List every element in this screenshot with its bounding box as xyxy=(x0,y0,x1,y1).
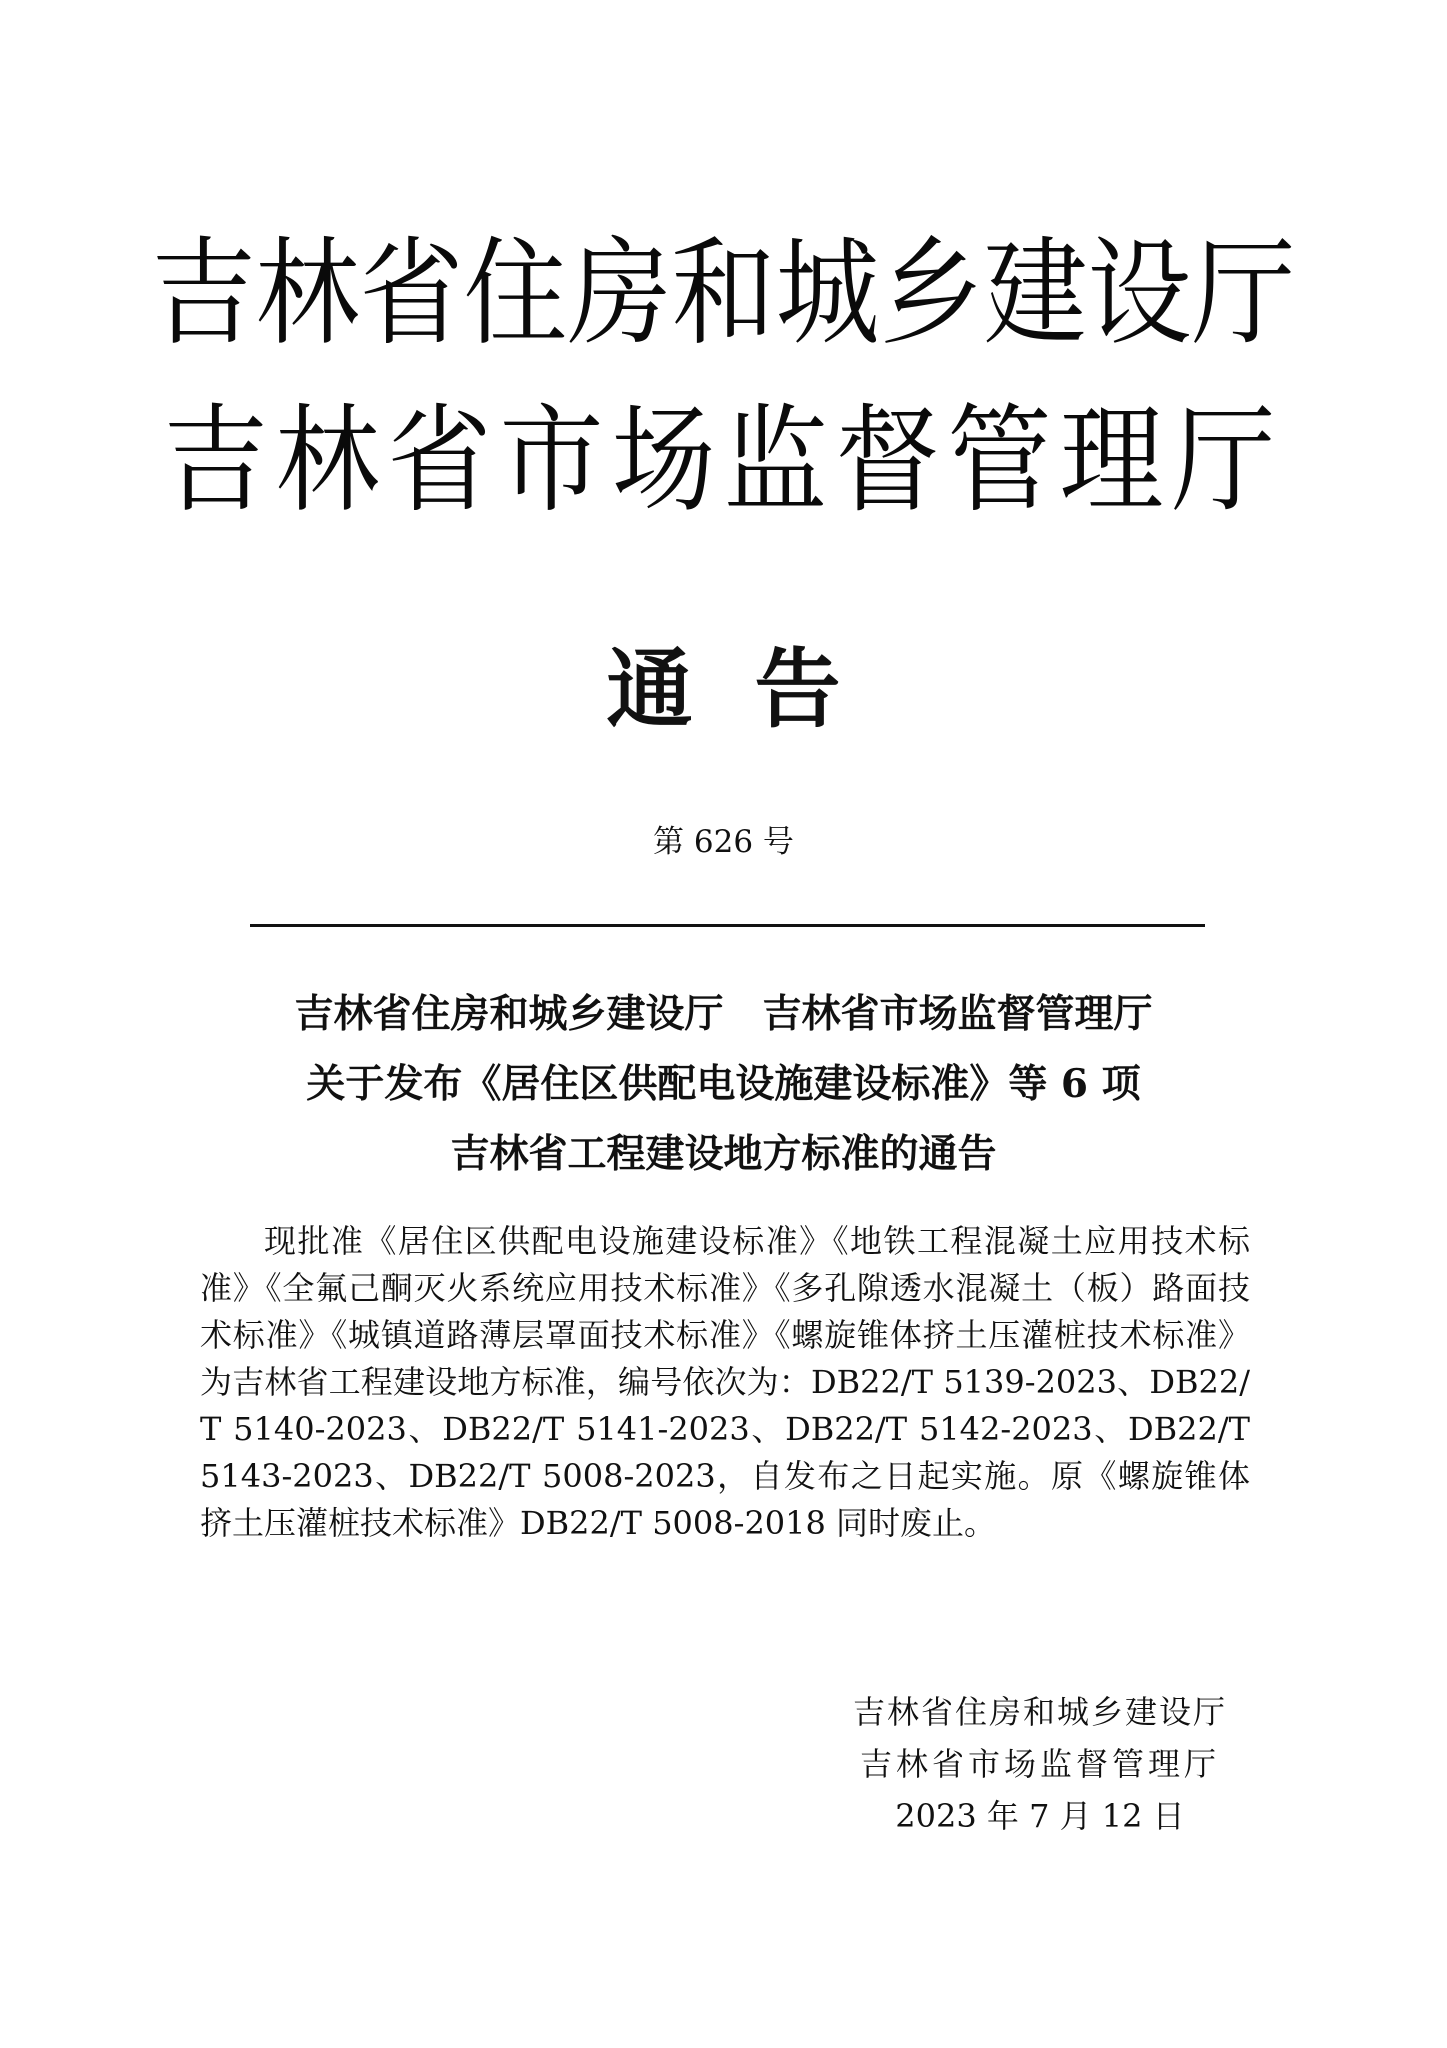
signature-org-housing: 吉林省住房和城乡建设厅 xyxy=(852,1693,1227,1731)
heading-line-3: 吉林省工程建设地方标准的通告 xyxy=(450,1131,997,1177)
signature-date: 2023 年 7 月 12 日 xyxy=(895,1797,1185,1835)
issuing-org-housing: 吉林省住房和城乡建设厅 xyxy=(151,224,1296,362)
heading-line-2: 关于发布《居住区供配电设施建设标准》等 6 项 xyxy=(306,1061,1141,1107)
body-paragraph: 现批准《居住区供配电设施建设标准》《地铁工程混凝土应用技术标准》《全氟己酮灭火系统应用技术标准》《多孔隙透水混凝土（板）路面技术标准》《城镇道路薄层罩面技术标准》《螺旋锥体挤土压灌桩技术标准》为吉林省工程建设地方标准，编号依次为：DB22/T 5139-2023、DB22/T 5140-2023、DB22/T 5141-2023、DB22/T 5142-2023、DB22/T 5143-2023、DB22/T 5008-2023，自发布之日起实施。原《螺旋锥体挤土压灌桩技术标准》DB22/T 5008-2018 同时废止。 xyxy=(200,1222,1250,1542)
separator-rule xyxy=(250,924,1205,927)
heading-line-1: 吉林省住房和城乡建设厅 吉林省市场监督管理厅 xyxy=(294,991,1153,1037)
signature-org-market: 吉林省市场监督管理厅 xyxy=(859,1745,1220,1783)
document-number: 第 626 号 xyxy=(653,824,794,860)
issuing-org-market: 吉林省市场监督管理厅 xyxy=(163,391,1284,529)
notice-title: 通告 xyxy=(606,639,903,740)
